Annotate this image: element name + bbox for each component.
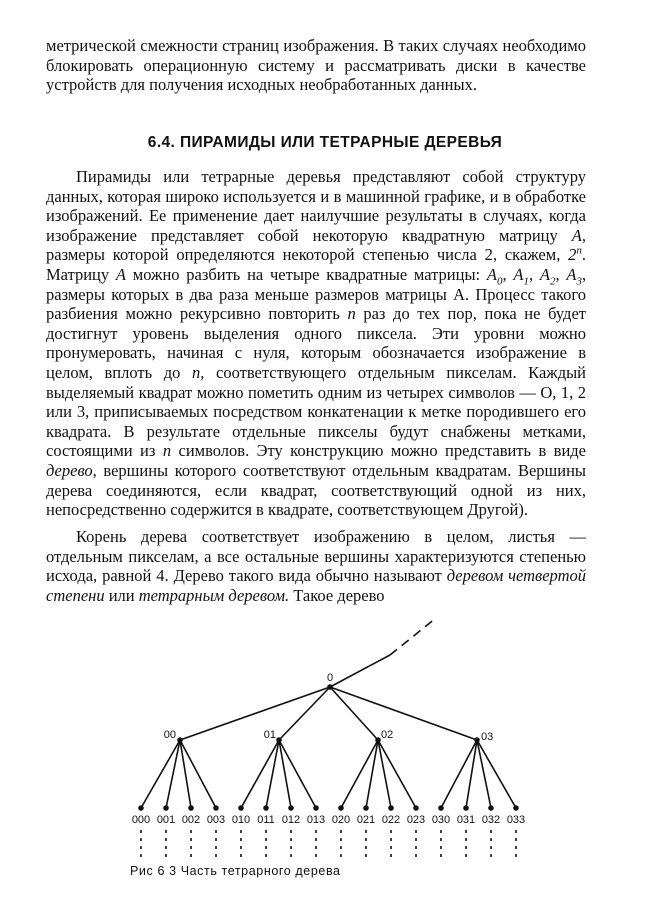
leaf-label-030: 030 — [431, 814, 451, 826]
edge-root-to-00 — [180, 687, 330, 740]
leaf-001 — [163, 805, 169, 811]
math-power — [568, 245, 582, 264]
leaf-label-000: 000 — [131, 814, 151, 826]
leaf-label-013: 013 — [306, 814, 326, 826]
math-submatrix — [513, 264, 529, 288]
math-n: n, — [192, 362, 205, 382]
leaf-023 — [413, 805, 419, 811]
leaf-label-011: 011 — [257, 814, 275, 826]
leaf-012 — [288, 805, 294, 811]
text-run: вершины которого соответствуют отдельным квадратам. Вершины дерева соединяются, если квадрат, соответствующий одной из них, непосредственно содержится в квадрате, соответствующем Другой). — [46, 460, 586, 520]
edge-00-to-001 — [166, 740, 180, 808]
text-run: размеры которой определяются некоторой степенью числа 2, скажем, — [46, 245, 561, 265]
leaf-label-012: 012 — [281, 814, 301, 826]
math-submatrix — [486, 264, 503, 288]
leaf-label-003: 003 — [206, 814, 226, 826]
subscript: 2 — [549, 275, 556, 288]
paragraph-tree-root — [46, 527, 586, 605]
term-tree: дерево, — [46, 460, 97, 480]
leaf-label-032: 032 — [481, 814, 501, 826]
edge-00-to-000 — [141, 740, 180, 808]
edge-root-to-parent — [330, 655, 390, 687]
paragraph-top: метрической смежности страниц изображения. В таких случаях необходимо блокировать операционную систему и рассматривать диски в качестве устройств для получения исходных необработанных данных. — [46, 36, 586, 95]
leaf-label-021: 021 — [356, 814, 376, 826]
node-02 — [375, 737, 381, 743]
text-run: или — [108, 585, 135, 605]
text-run: Корень дерева соответствует изображению в целом, листья — отдельным пикселам, а все остальные вершины характеризуются степенью исхода, равной 4. Дерево такого вида обычно называют — [46, 527, 586, 586]
edge-03-to-032 — [477, 740, 491, 808]
symbol: A — [566, 264, 577, 284]
leaf-021 — [363, 805, 369, 811]
leaf-020 — [338, 805, 344, 811]
node-00 — [177, 737, 183, 743]
leaf-022 — [388, 805, 394, 811]
text-run: . Матрицу — [46, 245, 587, 284]
power-base: 2 — [568, 245, 577, 265]
text-run: раз до тех пор, пока не будет достигнут уровень выделения одного пиксела. Эти уровни можно пронумеровать, начиная с нуля, которым обозначается изображение в целом, вплоть до — [46, 304, 586, 382]
math-submatrix — [566, 264, 582, 288]
node-root — [327, 684, 333, 690]
math-submatrix — [539, 264, 556, 288]
math-n: n — [162, 441, 172, 461]
node-label-03: 03 — [481, 731, 494, 743]
text-run: Пирамиды или тетрарные деревья представляют собой структуру данных, которая широко используется и в машинной графике, и в обработке изображений. Ее применение дает наилучшие результаты в случаях, когда изображение представляет собой некоторую квадратную матрицу — [46, 167, 586, 245]
leaf-013 — [313, 805, 319, 811]
subscript: 3 — [576, 275, 582, 288]
edge-root-to-01 — [279, 687, 330, 740]
leaf-031 — [463, 805, 469, 811]
term-degree-four-tree: деревом четвертой степени — [46, 566, 586, 605]
leaf-label-001: 001 — [156, 814, 176, 826]
symbol: A — [539, 264, 550, 284]
node-01 — [276, 737, 282, 743]
math-matrix-a: A, — [571, 225, 587, 245]
term-tetrary-tree: тетрарным деревом. — [138, 585, 290, 605]
edge-root-to-03 — [330, 687, 477, 740]
symbol: A — [513, 264, 524, 284]
leaf-011 — [263, 805, 269, 811]
leaf-label-031: 031 — [456, 814, 476, 826]
leaf-030 — [438, 805, 444, 811]
text-run: размеры которых в два раза меньше размеров матрицы А. Процесс такого разбиения можно рекурсивно повторить — [46, 284, 586, 324]
edge-03-to-033 — [477, 740, 516, 808]
leaf-000 — [138, 805, 144, 811]
leaf-label-033: 033 — [506, 814, 526, 826]
leaf-label-002: 002 — [181, 814, 201, 826]
text-run: символов. Эту конструкцию можно представить в виде — [178, 441, 587, 461]
text-run: можно разбить на четыре квадратные матрицы: — [132, 264, 481, 284]
leaf-label-023: 023 — [406, 814, 426, 826]
node-03 — [474, 737, 480, 743]
leaf-002 — [188, 805, 194, 811]
leaf-003 — [213, 805, 219, 811]
leaf-033 — [513, 805, 519, 811]
subscript: 0 — [496, 275, 503, 288]
node-label-02: 02 — [381, 729, 394, 741]
math-matrix-a: A — [115, 264, 126, 284]
tetrary-tree-figure — [0, 600, 650, 860]
symbol: A — [486, 264, 497, 284]
node-label-00: 00 — [163, 729, 176, 741]
figure-caption: Рис 6 3 Часть тетрарного дерева — [130, 864, 341, 878]
power-exponent: n — [576, 244, 582, 257]
subscript: 1 — [523, 275, 529, 288]
leaf-label-022: 022 — [381, 814, 401, 826]
text-run: Такое дерево — [293, 585, 385, 605]
text-run: соответствующего отдельным пикселам. Каждый выделяемый квадрат можно пометить одним из четырех символов — О, 1, 2 или 3, приписываемых посредством конкатенации к метке породившего его квадрата. В результате отдельные пикселы будут снабжены метками, состоящими из — [46, 362, 587, 461]
node-label-root: 0 — [326, 672, 334, 684]
section-heading: 6.4. ПИРАМИДЫ ИЛИ ТЕТРАРНЫЕ ДЕРЕВЬЯ — [147, 134, 503, 151]
leaf-010 — [238, 805, 244, 811]
leaf-label-010: 010 — [231, 814, 251, 826]
leaf-032 — [488, 805, 494, 811]
math-n: n — [347, 304, 356, 324]
paragraph-pyramids: Пирамиды или тетрарные деревья представляют собой структуру данных, которая широко используется и в машинной графике, и в обработке изображений. Ее применение дает наилучшие результаты в случаях, когда изображение представляет собой некоторую квадратную матрицу A, размеры которой определяются некоторой степенью числа 2, скажем, 2$^n$. Матрицу A можно разбить на четыре квадратные матрицы: $A_0$, $A_1$, $A_2$, $A_3$, размеры которых в два раза меньше размеров матрицы А. Процесс такого разбиения можно рекурсивно повторить n раз до тех пор, пока не будет достигнут уровень выделения одного пиксела. Эти уровни можно пронумеровать, начиная с нуля, которым обозначается изображение в целом, вплоть до n, соответствующего отдельным пикселам. Каждый выделяемый квадрат можно пометить одним из четырех символов — О, 1, 2 или 3, приписываемых посредством конкатенации к метке породившего его квадрата. В результате отдельные пикселы будут снабжены метками, состоящими из n символов. Эту конструкцию можно представить в виде дерево, вершины которого соответствуют отдельным квадратам. Вершины дерева соединяются, если квадрат, соответствующий одной из них, непосредственно содержится в квадрате, соответствующем Другой). — [46, 167, 587, 520]
node-label-01: 01 — [263, 729, 276, 741]
leaf-label-020: 020 — [331, 814, 351, 826]
edge-root-to-parent-dashed — [390, 618, 436, 655]
